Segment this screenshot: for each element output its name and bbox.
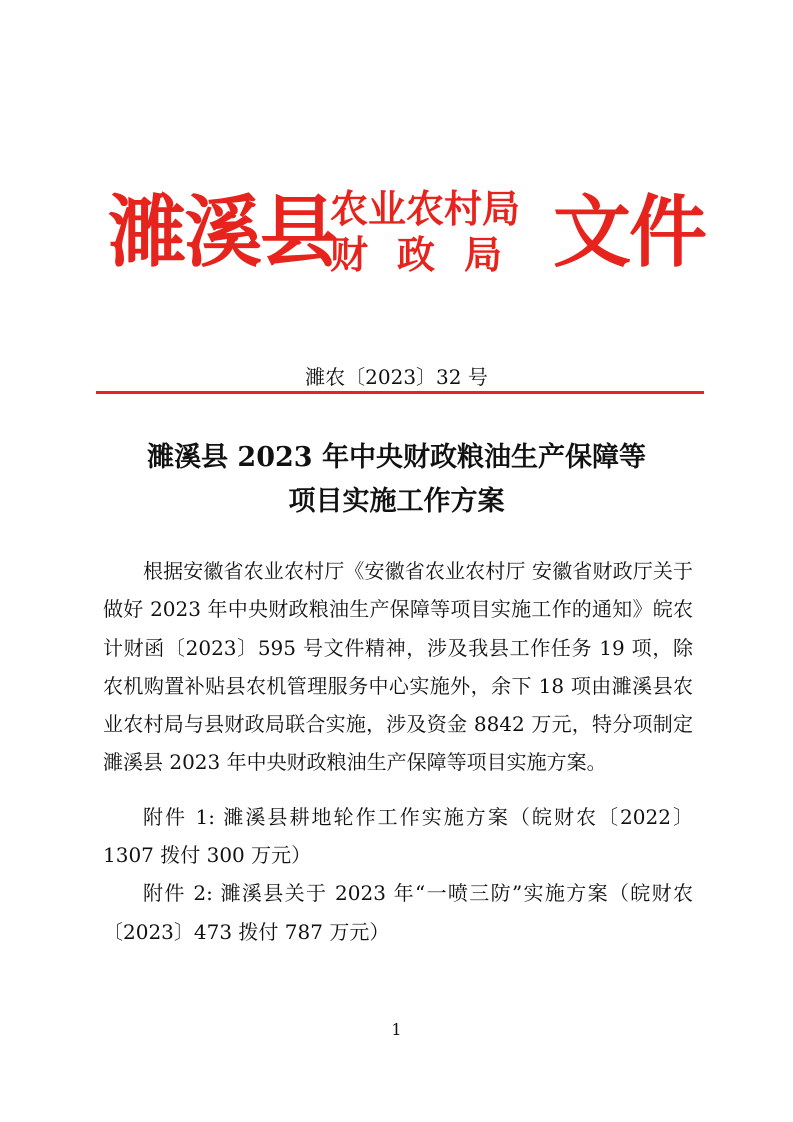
header-agency-finance: 财政局 [330,233,532,277]
body-paragraph: 根据安徽省农业农村厅《安徽省农业农村厅 安徽省财政厅关于做好 2023 年中央财政粮油生产保障等项目实施工作的通知》皖农计财函〔2023〕595 号文件精神，涉及我县工作任务 19 项，除农机购置补贴县农机管理服务中心实施外，余下 18 项由濉溪县农业农村局与县财政局联合实施，涉及资金 8842 万元，特分项制定濉溪县 2023 年中央财政粮油生产保障等项目实施方案。 [103,559,693,775]
header-issuing-agencies [330,186,531,278]
title-line-2: 项目实施工作方案 [288,486,505,517]
attachment-1: 附件 1: 濉溪县耕地轮作工作实施方案（皖财农〔2022〕1307 拨付 300 万元） [103,804,693,868]
document-title [0,436,793,524]
header-county-name: 濉溪县 [108,188,337,278]
attachment-2: 附件 2: 濉溪县关于 2023 年“一喷三防”实施方案（皖财农〔2023〕473 拨付 787 万元） [103,881,693,944]
page-number: 1 [391,1020,402,1039]
title-line-1: 濉溪县 2023 年中央财政粮油生产保障等 [147,442,646,473]
document-body [103,552,693,951]
red-divider-line [96,391,704,394]
header-agency-agriculture: 农业农村局 [330,187,521,231]
document-number: 濉农〔2023〕32 号 [305,365,488,389]
header-document-label: 文件 [553,188,706,278]
